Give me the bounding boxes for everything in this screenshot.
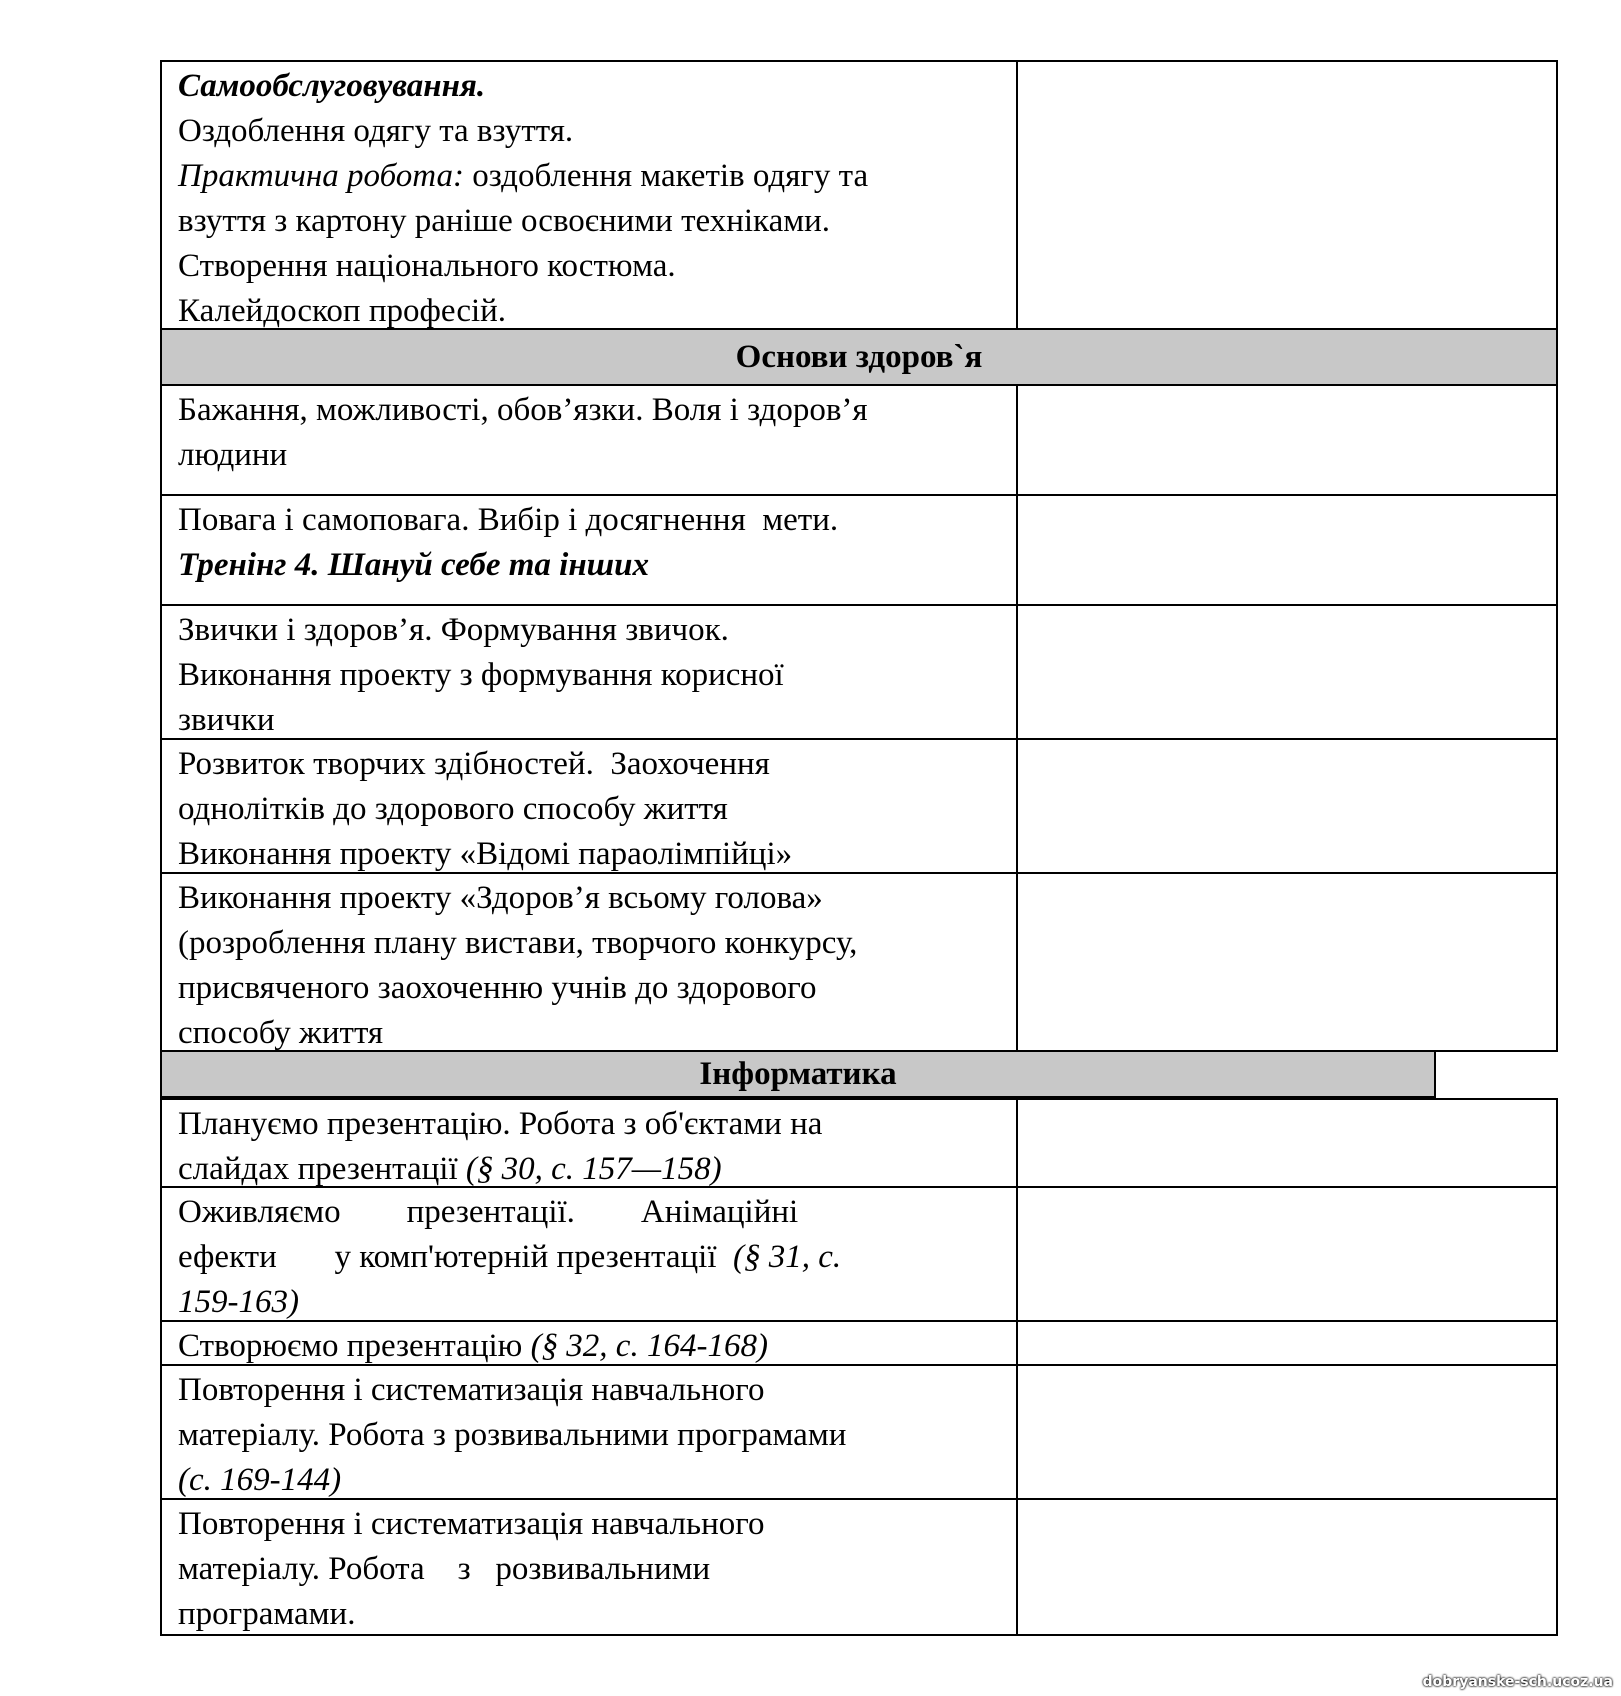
text-run: Бажання, можливості, обов’язки. Воля і здоров’я [178, 392, 868, 428]
text-run: присвяченого заохоченню учнів до здорового [178, 970, 817, 1006]
topic-line [178, 698, 1010, 743]
text-run: (розроблення плану вистави, творчого конкурсу, [178, 925, 858, 961]
table-row [160, 1366, 1558, 1500]
text-run: Виконання проекту «Відомі параолімпійці» [178, 836, 793, 872]
topic-line [178, 653, 1010, 698]
topic-cell [162, 606, 1018, 738]
text-run: Повторення і систематизація навчального [178, 1372, 765, 1408]
text-run: Оживляємо презентації. Анімаційні [178, 1194, 799, 1230]
table-row [160, 60, 1558, 330]
topic-cell [162, 874, 1018, 1050]
topic-cell [162, 496, 1018, 604]
text-run: взуття з картону раніше освоєними техніками. [178, 203, 831, 239]
topic-line [178, 154, 1010, 199]
text-run: Тренінг 4. Шануй себе та інших [178, 547, 649, 583]
notes-cell [1018, 874, 1556, 1050]
text-run: Повага і самоповага. Вибір і досягнення мети. [178, 502, 839, 538]
text-run: матеріалу. Робота з розвивальними [178, 1551, 711, 1587]
topic-line [178, 787, 1010, 832]
text-run: матеріалу. Робота з розвивальними програмами [178, 1417, 847, 1453]
text-run: Повторення і систематизація навчального [178, 1506, 765, 1542]
text-run: звички [178, 702, 275, 738]
topic-line [178, 109, 1010, 154]
table-row [160, 740, 1558, 874]
topic-line [178, 199, 1010, 244]
text-run: Самообслуговування. [178, 68, 486, 104]
text-run: слайдах презентації [178, 1151, 466, 1187]
table-row [160, 1500, 1558, 1636]
text-run: Розвиток творчих здібностей. Заохочення [178, 746, 770, 782]
text-run: (с. 169-144) [178, 1462, 342, 1498]
topic-line [178, 543, 1010, 588]
section-header [160, 330, 1558, 386]
topic-line [178, 832, 1010, 877]
text-run: Калейдоскоп професій. [178, 293, 507, 329]
notes-cell [1018, 740, 1556, 872]
topic-line [178, 64, 1010, 109]
notes-cell [1018, 1500, 1556, 1634]
notes-cell [1018, 606, 1556, 738]
text-run: (§ 32, с. 164-168) [530, 1328, 768, 1364]
topic-cell [162, 386, 1018, 494]
text-run: 159-163) [178, 1284, 299, 1320]
text-run: Плануємо презентацію. Робота з об'єктами на [178, 1106, 823, 1142]
text-run: Створення національного костюма. [178, 248, 676, 284]
text-run: програмами. [178, 1596, 356, 1632]
text-run: (§ 31, с. [733, 1239, 842, 1275]
text-run: (§ 30, с. 157—158) [465, 1151, 722, 1187]
topic-line [178, 1235, 1010, 1280]
text-run: людини [178, 437, 288, 473]
notes-cell [1018, 386, 1556, 494]
topic-line [178, 1502, 1010, 1547]
section-title: Інформатика [699, 1055, 897, 1092]
notes-cell [1018, 1188, 1556, 1320]
table-row [160, 874, 1558, 1052]
notes-cell [1018, 1100, 1556, 1186]
topic-line [178, 1102, 1010, 1147]
topic-line [178, 1011, 1010, 1056]
topic-line [178, 1592, 1010, 1637]
text-run: Виконання проекту «Здоров’я всьому голова» [178, 880, 823, 916]
topic-line [178, 1324, 1010, 1369]
table-row [160, 1098, 1558, 1188]
text-run: Практична робота: [178, 158, 464, 194]
table-row [160, 386, 1558, 496]
text-run: способу життя [178, 1015, 384, 1051]
topic-cell [162, 1500, 1018, 1634]
site-watermark: dobryanske-sch.ucoz.ua [1422, 1674, 1613, 1690]
topic-line [178, 608, 1010, 653]
text-run: однолітків до здорового способу життя [178, 791, 728, 827]
topic-line [178, 1190, 1010, 1235]
topic-line [178, 289, 1010, 334]
topic-cell [162, 1100, 1018, 1186]
topic-line [178, 921, 1010, 966]
notes-cell [1018, 62, 1556, 328]
text-run: Виконання проекту з формування корисної [178, 657, 784, 693]
topic-line [178, 1413, 1010, 1458]
topic-line [178, 433, 1010, 478]
topic-cell [162, 1366, 1018, 1498]
topic-line [178, 876, 1010, 921]
topic-line [178, 1147, 1010, 1192]
table-row [160, 606, 1558, 740]
notes-cell [1018, 1366, 1556, 1498]
notes-cell [1018, 496, 1556, 604]
topic-line [178, 1547, 1010, 1592]
section-title: Основи здоров`я [735, 338, 983, 375]
table-row [160, 1322, 1558, 1366]
topic-line [178, 742, 1010, 787]
text-run: Звички і здоров’я. Формування звичок. [178, 612, 729, 648]
topic-cell [162, 740, 1018, 872]
topic-cell [162, 62, 1018, 328]
topic-line [178, 1458, 1010, 1503]
text-run: оздоблення макетів одягу та [463, 158, 869, 194]
topic-line [178, 1280, 1010, 1325]
table-row [160, 1188, 1558, 1322]
curriculum-table [160, 60, 1558, 1636]
topic-cell [162, 1188, 1018, 1320]
text-run: ефекти у комп'ютерній презентації [178, 1239, 734, 1275]
text-run: Оздоблення одягу та взуття. [178, 113, 574, 149]
table-row [160, 496, 1558, 606]
section-header [160, 1052, 1436, 1098]
topic-line [178, 1368, 1010, 1413]
notes-cell [1018, 1322, 1556, 1364]
topic-cell [162, 1322, 1018, 1364]
topic-line [178, 388, 1010, 433]
topic-line [178, 498, 1010, 543]
topic-line [178, 966, 1010, 1011]
text-run: Створюємо презентацію [178, 1328, 531, 1364]
topic-line [178, 244, 1010, 289]
